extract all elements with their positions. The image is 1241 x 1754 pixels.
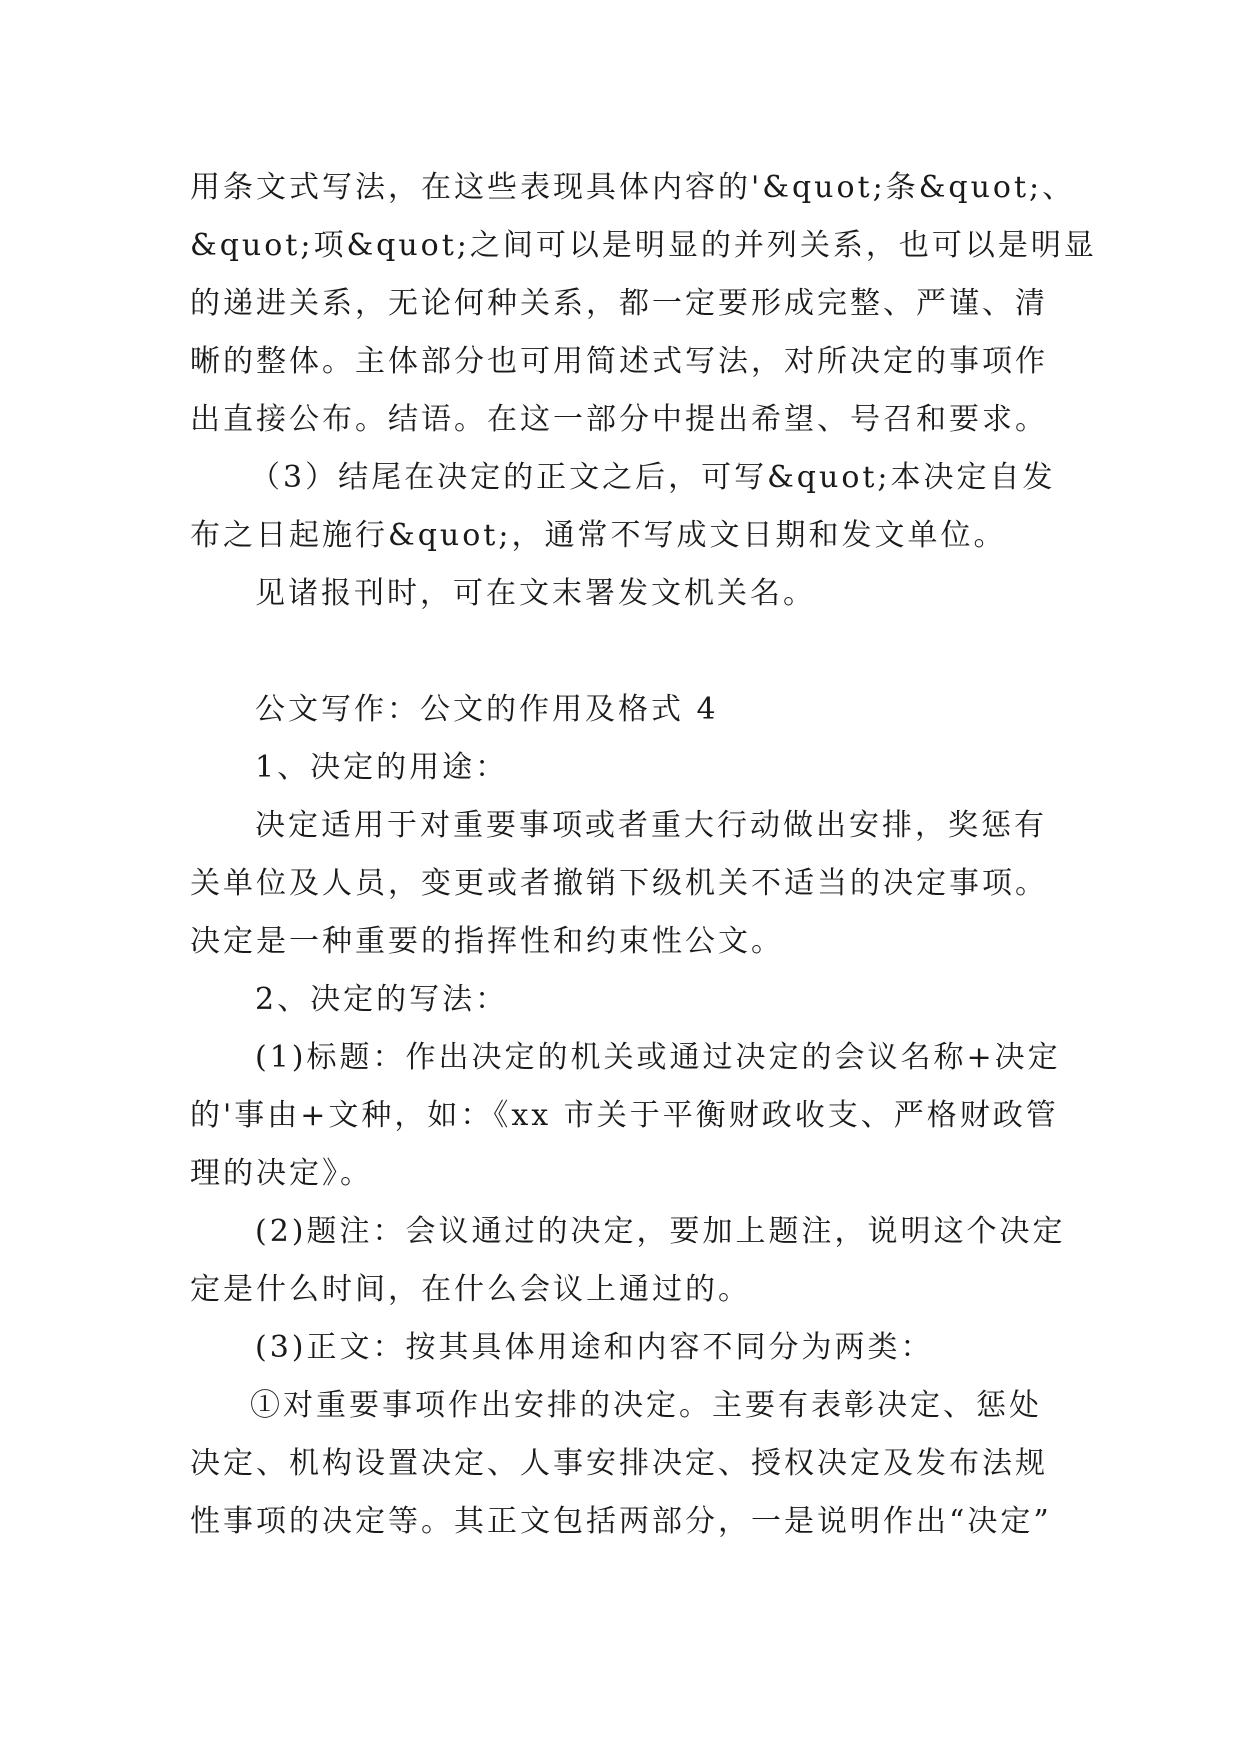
subheading: 2、决定的写法： xyxy=(255,982,509,1017)
paragraph-line: 性事项的决定等。其正文包括两部分，一是说明作出“决定” xyxy=(190,1504,1052,1539)
paragraph-line: 出直接公布。结语。在这一部分中提出希望、号召和要求。 xyxy=(190,402,1048,437)
paragraph-line: 关单位及人员，变更或者撤销下级机关不适当的决定事项。 xyxy=(190,866,1048,901)
paragraph-line: (1)标题：作出决定的机关或通过决定的会议名称+决定 xyxy=(255,1040,1061,1075)
section-heading: 公文写作：公文的作用及格式 4 xyxy=(255,692,719,727)
paragraph-line: 布之日起施行&quot;，通常不写成文日期和发文单位。 xyxy=(190,518,1007,553)
paragraph-line: （3）结尾在决定的正文之后，可写&quot;本决定自发 xyxy=(250,460,1056,495)
paragraph-line: 决定、机构设置决定、人事安排决定、授权决定及发布法规 xyxy=(190,1446,1048,1481)
paragraph-line: 晰的整体。主体部分也可用简述式写法，对所决定的事项作 xyxy=(190,344,1048,379)
paragraph-line: 用条文式写法，在这些表现具体内容的'&quot;条&quot;、 xyxy=(190,170,1076,205)
paragraph-line: 的'事由+文种，如：《xx 市关于平衡财政收支、严格财政管 xyxy=(190,1098,1059,1133)
paragraph-line: 定是什么时间，在什么会议上通过的。 xyxy=(190,1272,751,1307)
paragraph-line: 见诸报刊时，可在文末署发文机关名。 xyxy=(255,576,816,611)
subheading: 1、决定的用途： xyxy=(255,750,509,785)
paragraph-line: 理的决定》。 xyxy=(190,1156,373,1191)
paragraph-line: &quot;项&quot;之间可以是明显的并列关系，也可以是明显 xyxy=(190,228,1097,263)
paragraph-line: ①对重要事项作出安排的决定。主要有表彰决定、惩处 xyxy=(250,1388,1042,1423)
paragraph-line: (3)正文：按其具体用途和内容不同分为两类： xyxy=(255,1330,934,1365)
paragraph-line: 决定适用于对重要事项或者重大行动做出安排，奖惩有 xyxy=(255,808,1047,843)
paragraph-line: (2)题注：会议通过的决定，要加上题注，说明这个决定 xyxy=(255,1214,1066,1249)
paragraph-line: 的递进关系，无论何种关系，都一定要形成完整、严谨、清 xyxy=(190,286,1048,321)
paragraph-line: 决定是一种重要的指挥性和约束性公文。 xyxy=(190,924,784,959)
